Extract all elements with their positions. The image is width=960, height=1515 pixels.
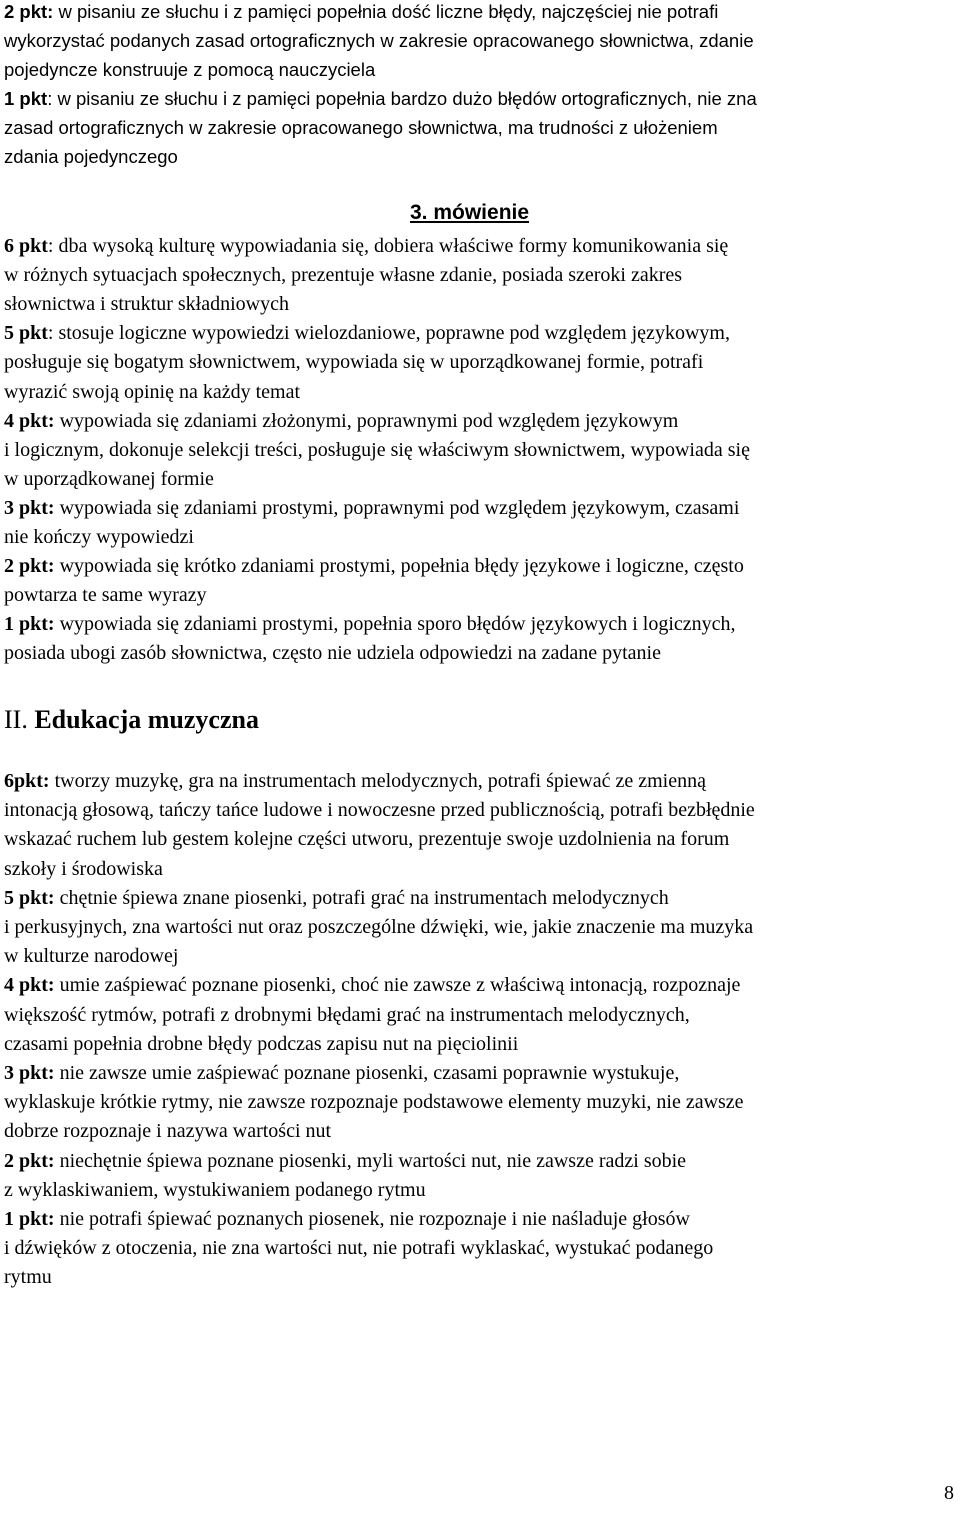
page-number: 8	[944, 1482, 954, 1504]
text-line	[4, 58, 375, 82]
line-text: wypowiada się krótko zdaniami prostymi, popełnia błędy językowe i logiczne, często	[54, 555, 744, 578]
text-line	[4, 1032, 518, 1056]
text-line	[4, 1207, 690, 1231]
score-label: 1 pkt:	[4, 613, 55, 636]
text-line	[4, 1236, 713, 1260]
score-label: 4 pkt:	[4, 409, 55, 432]
score-label: 3 pkt:	[4, 1062, 55, 1084]
text-line	[4, 1061, 679, 1085]
text-line	[4, 0, 718, 24]
score-label: 1 pkt:	[4, 1208, 55, 1230]
text-line	[4, 234, 728, 258]
text-line	[4, 380, 300, 404]
line-text: wypowiada się zdaniami złożonymi, poprawnymi pod względem językowym	[54, 409, 679, 432]
score-label: 1 pkt	[4, 88, 48, 109]
line-text: słownictwa i struktur składniowych	[4, 293, 289, 316]
line-text: wypowiada się zdaniami prostymi, poprawnymi pod względem językowym, czasami	[54, 496, 740, 519]
text-line	[4, 1003, 690, 1027]
text-line	[4, 1090, 744, 1114]
text-line	[4, 973, 740, 997]
line-text: wykorzystać podanych zasad ortograficznych w zakresie opracowanego słownictwa, zdanie	[4, 30, 754, 51]
text-line	[4, 467, 214, 491]
score-label: 4 pkt:	[4, 974, 55, 997]
score-label: 2 pkt:	[4, 1149, 55, 1172]
line-text: zdania pojedynczego	[4, 146, 178, 167]
text-line	[4, 263, 682, 287]
text-line	[4, 769, 706, 793]
line-text: chętnie śpiewa znane piosenki, potrafi grać na instrumentach melodycznych	[54, 886, 669, 909]
heading-number: II.	[4, 705, 35, 734]
line-text: nie kończy wypowiedzi	[4, 526, 194, 548]
line-text: powtarza te same wyrazy	[4, 584, 207, 607]
score-label: 6 pkt	[4, 235, 48, 257]
section-heading-speaking: 3. mówienie	[410, 201, 530, 224]
text-line	[4, 496, 739, 520]
line-text: pojedyncze konstruuje z pomocą nauczyciela	[4, 59, 376, 80]
score-label: 5 pkt	[4, 322, 48, 345]
line-text: wskazać ruchem lub gestem kolejne części utworu, prezentuje swoje uzdolnienia na forum	[4, 828, 730, 851]
line-text: posługuje się bogatym słownictwem, wypowiada się w uporządkowanej formie, potrafi	[4, 351, 704, 374]
text-line	[4, 409, 678, 433]
line-text: w uporządkowanej formie	[4, 467, 214, 490]
line-text: większość rytmów, potrafi z drobnymi błędami grać na instrumentach melodycznych,	[4, 1003, 690, 1026]
line-text: nie potrafi śpiewać poznanych piosenek, nie rozpoznaje i nie naśladuje głosów	[54, 1208, 690, 1230]
line-text: z wyklaskiwaniem, wystukiwaniem podanego rytmu	[4, 1178, 426, 1201]
line-text: niechętnie śpiewa poznane piosenki, myli wartości nut, nie zawsze radzi sobie	[54, 1149, 687, 1172]
line-text: posiada ubogi zasób słownictwa, często nie udziela odpowiedzi na zadane pytanie	[4, 642, 661, 665]
score-label: 6pkt:	[4, 770, 50, 792]
section-heading-music-education	[4, 705, 259, 735]
text-line	[4, 641, 661, 665]
line-text: w kulturze narodowej	[4, 945, 179, 968]
text-line	[4, 798, 755, 822]
line-text: i logicznym, dokonuje selekcji treści, posługuje się właściwym słownictwem, wypowiada się	[4, 438, 750, 461]
line-text: intonacją głosową, tańczy tańce ludowe i nowoczesne przed publicznością, potrafi bezbłędnie	[4, 799, 755, 822]
score-label: 3 pkt:	[4, 496, 55, 519]
text-line	[4, 1178, 426, 1202]
line-text: tworzy muzykę, gra na instrumentach melodycznych, potrafi śpiewać ze zmienną	[49, 770, 706, 792]
line-text: nie zawsze umie zaśpiewać poznane piosenki, czasami poprawnie wystukuje,	[54, 1062, 680, 1084]
text-line	[4, 1119, 331, 1143]
text-line	[4, 292, 289, 316]
line-text: : stosuje logiczne wypowiedzi wielozdaniowe, poprawne pod względem językowym,	[47, 322, 730, 345]
text-line	[4, 915, 753, 939]
text-line	[4, 350, 703, 374]
heading-title: Edukacja muzyczna	[34, 705, 259, 734]
text-line	[4, 827, 729, 851]
text-line	[4, 612, 736, 636]
line-text: umie zaśpiewać poznane piosenki, choć nie zawsze z właściwą intonacją, rozpoznaje	[54, 974, 741, 997]
score-label: 2 pkt:	[4, 555, 55, 578]
line-text: wyrazić swoją opinię na każdy temat	[4, 380, 300, 403]
text-line	[4, 944, 178, 968]
line-text: i perkusyjnych, zna wartości nut oraz poszczególne dźwięki, wie, jakie znaczenie ma muzyka	[4, 916, 754, 938]
text-line	[4, 857, 163, 881]
line-text: wypowiada się zdaniami prostymi, popełnia sporo błędów językowych i logicznych,	[54, 613, 736, 636]
text-line	[4, 886, 669, 910]
text-line	[4, 554, 744, 578]
line-text: : w pisaniu ze słuchu i z pamięci popełnia bardzo dużo błędów ortograficznych, nie zna	[47, 88, 757, 109]
text-line	[4, 1149, 686, 1173]
text-line	[4, 116, 718, 140]
line-text: czasami popełnia drobne błędy podczas zapisu nut na pięciolinii	[4, 1032, 519, 1055]
score-label: 5 pkt:	[4, 886, 55, 909]
text-line	[4, 145, 178, 169]
line-text: i dźwięków z otoczenia, nie zna wartości nut, nie potrafi wyklaskać, wystukać podanego	[4, 1237, 714, 1260]
line-text: dobrze rozpoznaje i nazywa wartości nut	[4, 1120, 332, 1143]
line-text: wyklaskuje krótkie rytmy, nie zawsze rozpoznaje podstawowe elementy muzyki, nie zawsze	[4, 1091, 744, 1114]
text-line	[4, 29, 754, 53]
score-label: 2 pkt:	[4, 1, 54, 22]
text-line	[4, 438, 750, 462]
line-text: : dba wysoką kulturę wypowiadania się, dobiera właściwe formy komunikowania się	[47, 235, 729, 257]
line-text: zasad ortograficznych w zakresie opracowanego słownictwa, ma trudności z ułożeniem	[4, 117, 718, 138]
text-line	[4, 1265, 52, 1289]
text-line	[4, 583, 207, 607]
line-text: rytmu	[4, 1266, 52, 1289]
text-line	[4, 525, 194, 549]
text-line	[4, 321, 730, 345]
line-text: w pisaniu ze słuchu i z pamięci popełnia dość liczne błędy, najczęściej nie potrafi	[53, 1, 719, 22]
text-line	[4, 87, 757, 111]
line-text: w różnych sytuacjach społecznych, prezentuje własne zdanie, posiada szeroki zakres	[4, 264, 683, 287]
line-text: szkoły i środowiska	[4, 857, 163, 880]
